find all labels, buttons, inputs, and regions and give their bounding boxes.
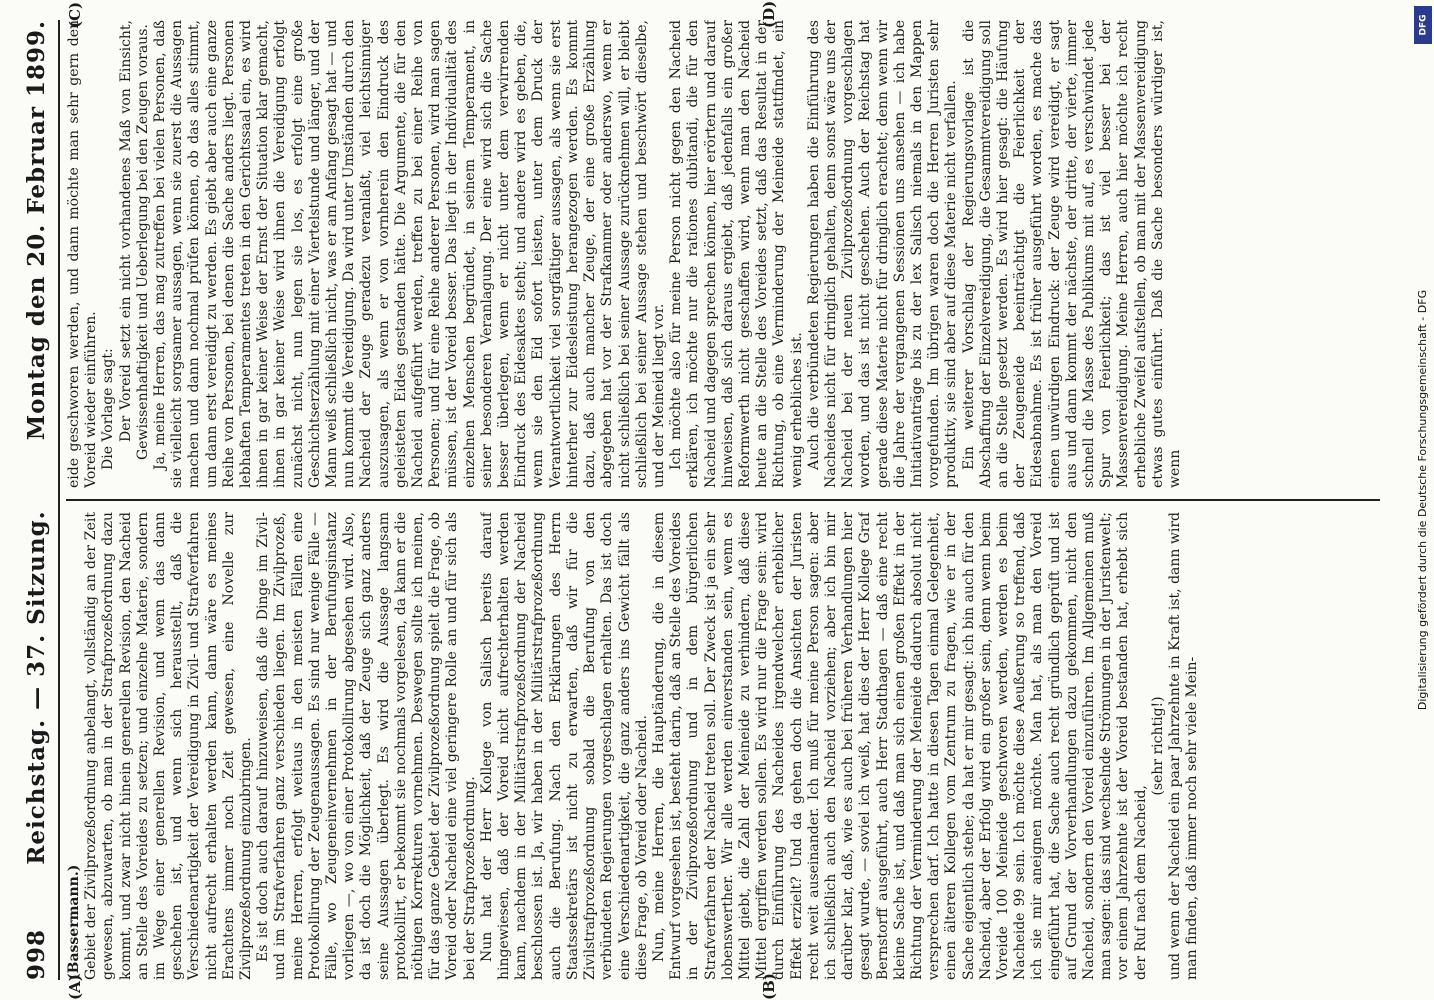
paragraph: Gebiet der Zivilprozeßordnung anbelangt, vollständig an der Zeit gewesen, abzuwarten, ob man in der Strafprozeßordnung dazu kommt, und zwar nicht hinein generellen Revision, den Nacheid an Stelle des Voreides zu setzen; und einzelne Materie, sondern im Wege einer generellen Revision, und wenn das dann geschehen ist, und wenn sich herausstellt, daß die Verschiedenartigkeit der Vereidigung in Zivil- und Strafverfahren nicht aufrecht erhalten werden kann, dann wäre es meines Erachtens immer noch Zeit gewesen, eine Novelle zur Zivilprozeßordnung einzubringen.	[83, 512, 255, 980]
dfg-logo-text: DFG	[1418, 14, 1429, 36]
session-title: Reichstag. — 37. Sitzung.	[22, 510, 50, 865]
paragraph: Auch die verbündeten Regierungen haben die Einführung des Nacheides nicht für dringlich gehalten, denn sonst wäre uns der Nacheid bei der neuen Zivilprozeßordnung vorgeschlagen worden, und das ist nicht geschehen. Auch der Reichstag hat gerade diese Materie nicht für dringlich erachtet; denn wenn wir die Jahre der vergangenen Sessionen uns ansehen — ich habe Initiativanträge bis zu der lex Salisch niemals in den Mappen vorgefunden. Im übrigen waren doch die Herren Juristen sehr produktiv, sie sind aber auf diese Materie nicht verfallen.	[805, 20, 960, 488]
page-number: 998	[22, 928, 50, 980]
margin-marker-c: (C)	[66, 1, 84, 28]
paragraph: Die Vorlage sagt:	[100, 348, 117, 470]
dfg-logo-icon	[1414, 6, 1432, 44]
paragraph: und wenn der Nacheid ein paar Jahrzehnte in Kraft ist, dann wird man finden, daß immer noch sehr viele Mein-	[1167, 512, 1201, 980]
right-column	[66, 20, 1380, 488]
paragraph: Ich möchte also für meine Person nicht gegen den Nacheid erklären, ich möchte nur die rationes dubitandi, die für den Nacheid und dagegen sprechen können, hier erörtern und darauf hinweisen, daß sich daraus ergiebt, daß jedenfalls ein großer Reformwerth nicht geschaffen wird, wenn man den Nacheid heute an die Stelle des Voreides setzt, daß das Resultat in der Richtung, ob eine Verminderung der Meineide stattfindet, ein wenig erhebliches ist.	[668, 20, 805, 488]
interjection: (sehr richtig!)	[1149, 696, 1166, 796]
margin-marker-d: (D)	[760, 0, 778, 28]
session-date: Montag den 20. Februar 1899.	[22, 20, 50, 441]
credit-text: Digitalisierung gefördert durch die Deutsche Forschungsgemeinschaft - DFG	[1416, 289, 1429, 711]
paragraph: Nun hat der Herr Kollege von Salisch bereits darauf hingewiesen, daß der Voreid nicht aufrechterhalten werden kann, nachdem in der Militärstrafprozeßordnung der Nacheid beschlossen ist. Ja, wir haben in der Militärstrafprozeßordnung auch die Berufung. Nach den Erklärungen des Herrn Staatssekretärs ist nicht zu erwarten, daß wir für die Zivilstrafprozeßordnung sobald die Berufung von den verbündeten Regierungen vorgeschlagen erhalten. Das ist doch eine Verschiedenartigkeit, die ganz anders ins Gewicht fällt als diese Frage, ob Voreid oder Nacheid.	[478, 512, 650, 980]
column-divider	[66, 499, 1380, 501]
left-column	[66, 512, 1380, 980]
speaker-name: (Bassermann.)	[66, 864, 82, 980]
paragraph: eide geschworen werden, und dann möchte man sehr gern den Voreid wieder einführen.	[66, 20, 100, 488]
quote: Der Voreid setzt ein nicht vorhandenes Maß von Einsicht, Gewissenhaftigkeit und Ueberlegung bei den Zeugen voraus.	[117, 20, 151, 460]
margin-marker-b: (B)	[760, 973, 778, 1000]
paragraph: Ein weiterer Vorschlag der Regierungsvorlage ist die Abschaffung der Einzelvereidigung, die Gesammtvereidigung soll an die Stelle gesetzt werden. Es wird hier gesagt: die Häufung der Zeugeneide beeinträchtigt die Feierlichkeit der Eidesabnahme. Es ist früher ausgeführt worden, es mache das einen unwürdigen Eindruck: der Zeuge wird vereidigt, er sagt aus und dann kommt der nächste, der dritte, der vierte, immer schnell die Masse des Publikums mit auf, es verschwindet jede Spur von Feierlichkeit; das ist viel besser bei der Massenvereidigung. Meine Herren, auch hier möchte ich recht erhebliche Zweifel aufstellen, ob man mit der Massenvereidigung etwas gutes einführt. Daß die Sache besonders würdiger ist, wenn	[960, 20, 1183, 488]
digitization-credit	[1412, 0, 1434, 1000]
margin-marker-a: (A)	[66, 974, 84, 1000]
paragraph: Nun, meine Herren, die Hauptänderung, die in diesem Entwurf vorgesehen ist, besteht darin, daß an Stelle des Voreides in der Zivilprozeßordnung und in dem bürgerlichen Strafverfahren der Nacheid treten soll. Der Zweck ist ja ein sehr lobenswerther. Wir alle werden einverstanden sein, wenn es Mittel giebt, die Zahl der Meineide zu verhindern, daß diese Mittel ergriffen werden sollen. Es wird nur die Frage sein: wird durch Einführung des Nacheides irgendwelcher erheblicher Effekt erzielt? Und da gehen doch die Ansichten der Juristen recht weit auseinander. Ich muß für meine Person sagen: aber ich schließlich auch den Nacheid vorziehen; aber ich bin mir darüber klar, daß, wie es auch bei früheren Verhandlungen hier gesagt wurde, — soviel ich weiß, hat dies der Herr Kollege Graf Bernstorff ausgeführt, auch Herr Stadthagen — daß eine recht kleine Sache ist, und daß man sich einen großen Effekt in der Richtung der Verminderung der Meineide dadurch absolut nicht versprechen darf. Ich hatte in diesen Tagen einmal Gelegenheit, einen älteren Kollegen vom Zentrum zu fragen, wie er in der Sache eigentlich stehe; da hat er mir gesagt: ich bin auch für den Nacheid, aber der Erfolg wird ein großer sein, denn wenn beim Voreide 100 Meineide geschworen werden, werden es beim Nacheide 99 sein. Ich möchte diese Aeußerung so treffend, daß ich sie mir aneignen möchte. Man hat, als man den Voreid eingeführt hat, die Sache auch recht gründlich geprüft und ist auf Grund der Vorverhandlungen dazu gekommen, nicht den Nacheid, sondern den Voreid einzuführen. Im Allgemeinen muß man sagen: das sind wechselnde Strömungen in der Juristenwelt; vor einem Jahrzehnte ist der Voreid bestanden hat, erhebt sich der Ruf nach dem Nacheid,	[650, 512, 1149, 980]
paragraph: Es ist doch auch darauf hinzuweisen, daß die Dinge im Zivil- und im Strafverfahren ganz verschieden liegen. Im Zivilprozeß, meine Herren, erfolgt weitaus in den meisten Fällen eine Protokollirung der Zeugenaussagen. Es sind nur wenige Fälle — Fälle, wo Zeugeneinvernehmen in der Berufungsinstanz vorliegen —, wo von einer Protokollirung abgesehen wird. Also, da ist doch die Möglichkeit, daß der Zeuge sich ganz anders seine Aussagen überlegt. Es wird die Aussage langsam protokollirt, er bekommt sie nochmals vorgelesen, da kann er die nöthigen Korrekturen vornehmen. Deswegen sollte ich meinen, für das ganze Gebiet der Zivilprozeßordnung spielt die Frage, ob Voreid oder Nacheid eine viel geringere Rolle an und für sich als bei der Strafprozeßordnung.	[255, 512, 478, 980]
paragraph: Ja, meine Herren, das mag zutreffen bei vielen Personen, daß sie vielleicht sorgsamer aussagen, wenn sie zuerst die Aussagen machen und dann nochmal prüfen können, ob das alles stimmt, um dann erst vereidigt zu werden. Es giebt aber auch eine ganze Reihe von Personen, bei denen die Sache anders liegt. Personen lebhaften Temperamentes treten in den Gerichtssaal ein, es wird ihnen in gar keiner Weise der Ernst der Situation klar gemacht, ihnen in gar keiner Weise wird ihnen die Vereidigung erfolgt zunächst nicht, nun legen sie los, es erfolgt eine große Geschichtserzählung mit einer Viertelstunde und länger, und der Mann weiß schließlich nicht, was er am Anfang gesagt hat — und nun kommt die Vereidigung. Da wird unter Umständen durch den Nacheid der Zeuge geradezu veranlaßt, viel leichtsinniger auszusagen, als wenn er von vornherein den Eindruck des geleisteten Eides gestanden hätte. Die Argumente, die für den Nacheid aufgeführt werden, treffen zu bei einer Reihe von Personen; und für eine Reihe anderer Personen, wird man sagen müssen, ist der Voreid besser. Das liegt in der Individualität des einzelnen Menschen begründet, in seinem Temperament, in seiner besonderen Veranlagung. Der eine wird sich die Sache besser überlegen, wenn er nicht unter dem verwirrenden Eindruck des Eidesaktes steht; und andere wird es geben, die, wenn sie den Eid sofort leisten, unter dem Druck der Verantwortlichkeit viel sorgfältiger aussagen, als wenn sie erst hinterher zur Eidesleistung herangezogen werden. Es kommt dazu, daß auch mancher Zeuge, der eine große Erzählung abgegeben hat vor der Strafkammer oder anderswo, wenn er nicht schließlich bei seiner Aussage zurücknehmen will, er bleibt schließlich bei seiner Aussage stehen und beschwört dieselbe, und der Meineid liegt vor.	[152, 20, 667, 488]
header-rule	[58, 20, 60, 980]
page-header	[18, 20, 54, 980]
